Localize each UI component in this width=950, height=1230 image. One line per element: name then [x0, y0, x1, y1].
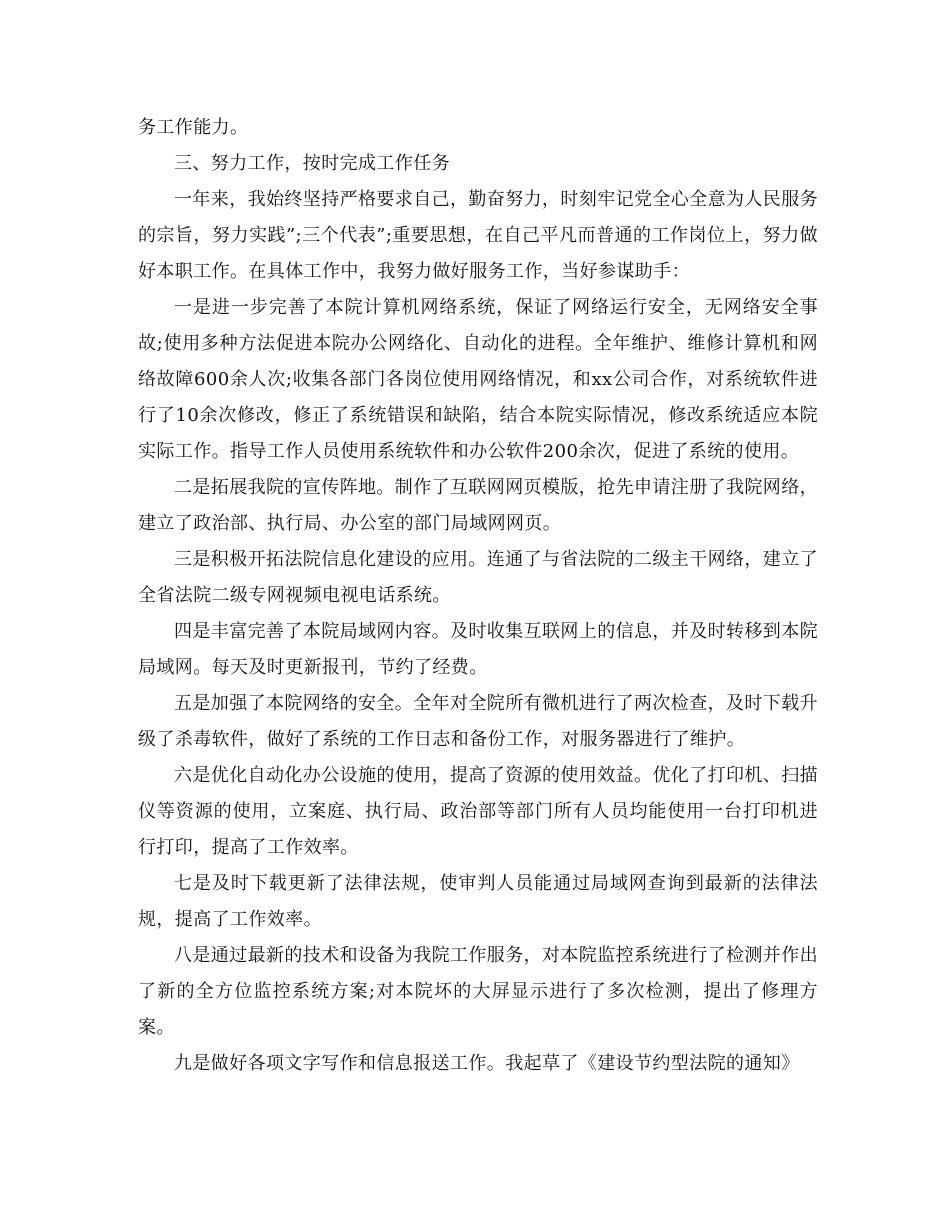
paragraph-intro: 一年来，我始终坚持严格要求自己，勤奋努力，时刻牢记党全心全意为人民服务的宗旨，努力实践”;三个代表”;重要思想，在自己平凡而普通的工作岗位上，努力做好本职工作。在具体工作中，我努力做好服务工作，当好参谋助手： [138, 189, 818, 282]
paragraph-item-5: 五是加强了本院网络的安全。全年对全院所有微机进行了两次检查，及时下载升级了杀毒软件，做好了系统的工作日志和备份工作，对服务器进行了维护。 [138, 693, 818, 750]
paragraph-item-7: 七是及时下载更新了法律法规，使审判人员能通过局域网查询到最新的法律法规，提高了工作效率。 [138, 873, 818, 930]
paragraph-item-1: 一是进一步完善了本院计算机网络系统，保证了网络运行安全，无网络安全事故;使用多种方法促进本院办公网络化、自动化的进程。全年维护、维修计算机和网络故障600余人次;收集各部门各岗位使用网络情况，和xx公司合作，对系统软件进行了10余次修改，修正了系统错误和缺陷，结合本院实际情况，修改系统适应本院实际工作。指导工作人员使用系统软件和办公软件200余次，促进了系统的使用。 [138, 297, 818, 462]
paragraph-item-6: 六是优化自动化办公设施的使用，提高了资源的使用效益。优化了打印机、扫描仪等资源的使用，立案庭、执行局、政治部等部门所有人员均能使用一台打印机进行打印，提高了工作效率。 [138, 765, 818, 858]
paragraph-item-4: 四是丰富完善了本院局域网内容。及时收集互联网上的信息，并及时转移到本院局域网。每天及时更新报刊，节约了经费。 [138, 621, 818, 678]
paragraph-item-3: 三是积极开拓法院信息化建设的应用。连通了与省法院的二级主干网络，建立了全省法院二级专网视频电视电话系统。 [138, 549, 818, 606]
paragraph-item-2: 二是拓展我院的宣传阵地。制作了互联网网页模版，抢先申请注册了我院网络，建立了政治部、执行局、办公室的部门局域网网页。 [138, 477, 818, 534]
paragraph-continuation: 务工作能力。 [138, 117, 249, 138]
document-body [138, 110, 818, 1082]
section-heading: 三、努力工作，按时完成工作任务 [174, 153, 450, 174]
paragraph-item-8: 八是通过最新的技术和设备为我院工作服务，对本院监控系统进行了检测并作出了新的全方位监控系统方案;对本院坏的大屏显示进行了多次检测，提出了修理方案。 [138, 945, 818, 1038]
paragraph-item-9: 九是做好各项文字写作和信息报送工作。我起草了《建设节约型法院的通知》 [174, 1053, 800, 1074]
